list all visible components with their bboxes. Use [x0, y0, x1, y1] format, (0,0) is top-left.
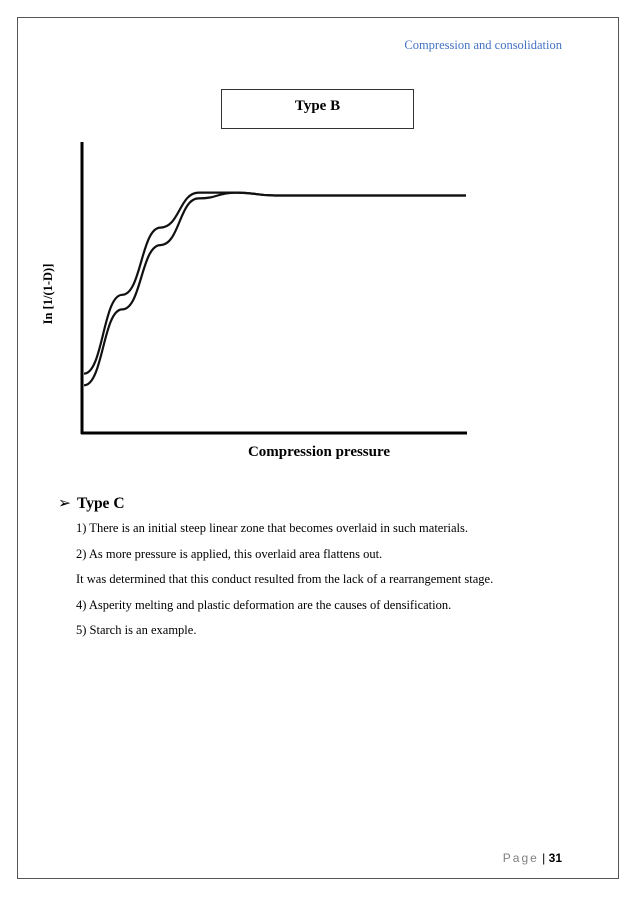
page-word: Page — [502, 851, 539, 865]
line-4: 4) Asperity melting and plastic deformation are the causes of densification. — [76, 597, 452, 612]
section-lines — [76, 520, 493, 648]
figure-type-label: Type B — [294, 98, 341, 114]
running-header: Compression and consolidation — [404, 38, 562, 52]
curve-upper — [84, 193, 466, 374]
line-1: 1) There is an initial steep linear zone that becomes overlaid in such materials. — [76, 521, 468, 535]
y-axis-label: In [1/(1-D)] — [41, 263, 55, 325]
line-5: 5) Starch is an example. — [76, 623, 197, 637]
x-axis-label: Compression pressure — [247, 444, 391, 460]
section-heading — [58, 494, 125, 513]
page-number: 31 — [548, 851, 562, 865]
page-footer — [503, 851, 562, 865]
section-heading-text: Type C — [77, 495, 125, 512]
curve-lower — [84, 193, 466, 386]
page-separator: | — [542, 851, 546, 865]
line-2: 2) As more pressure is applied, this overlaid area flattens out. — [76, 546, 383, 561]
line-3: It was determined that this conduct resulted from the lack of a rearrangement stage. — [76, 572, 494, 586]
arrow-bullet-icon: ➢ — [58, 495, 71, 512]
